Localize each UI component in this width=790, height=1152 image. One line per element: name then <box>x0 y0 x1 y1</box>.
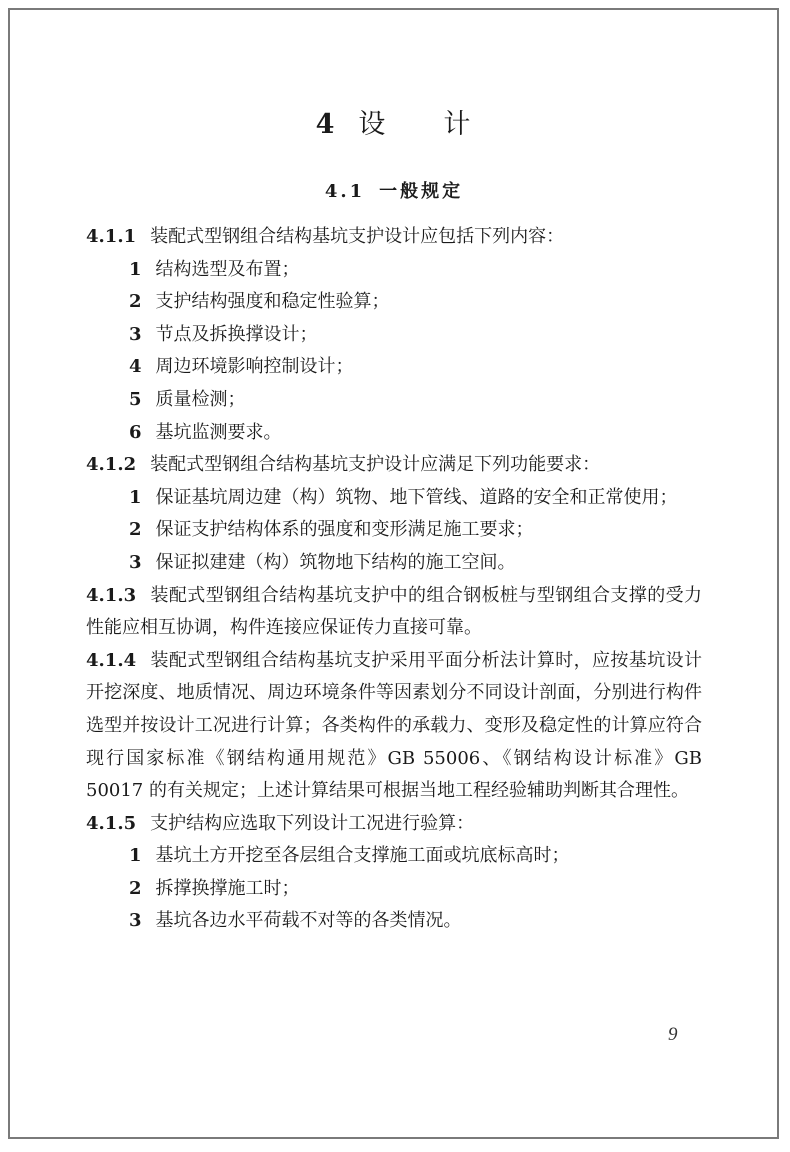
list-item <box>86 840 702 873</box>
item-text: 基坑各边水平荷载不对等的各类情况。 <box>155 910 462 932</box>
item-number: 1 <box>129 845 142 867</box>
item-number: 2 <box>129 519 142 541</box>
clause-4-1-2 <box>86 449 702 482</box>
document-page <box>86 100 702 938</box>
clause-number: 4.1.1 <box>86 226 137 247</box>
item-number: 1 <box>129 486 142 508</box>
item-text: 支护结构强度和稳定性验算； <box>155 291 390 313</box>
item-number: 3 <box>129 551 142 573</box>
list-item <box>86 547 702 580</box>
item-text: 基坑土方开挖至各层组合支撑施工面或坑底标高时； <box>155 845 570 867</box>
item-text: 保证拟建建（构）筑物地下结构的施工空间。 <box>155 551 516 573</box>
item-text: 基坑监测要求。 <box>155 421 282 443</box>
clause-number: 4.1.4 <box>86 649 137 671</box>
clause-4-1-3 <box>86 580 702 645</box>
item-text: 保证基坑周边建（构）筑物、地下管线、道路的安全和正常使用； <box>155 486 678 508</box>
list-item <box>86 384 702 417</box>
list-item <box>86 482 702 515</box>
chapter-title-char-1: 设 <box>358 109 388 140</box>
page-number: 9 <box>668 1024 678 1045</box>
list-item <box>86 417 702 450</box>
item-number: 6 <box>129 421 142 443</box>
item-text: 保证支护结构体系的强度和变形满足施工要求； <box>155 519 534 541</box>
item-number: 3 <box>129 910 142 932</box>
clause-number: 4.1.2 <box>86 454 137 476</box>
chapter-title-char-2: 计 <box>443 109 473 140</box>
clause-4-1-4 <box>86 645 702 808</box>
list-item <box>86 873 702 906</box>
clause-text: 装配式型钢组合结构基坑支护中的组合钢板桩与型钢组合支撑的受力性能应相互协调，构件连接应保证传力直接可靠。 <box>86 584 702 639</box>
list-item <box>86 286 702 319</box>
clause-text: 装配式型钢组合结构基坑支护设计应包括下列内容： <box>150 226 565 247</box>
chapter-heading <box>86 100 702 150</box>
clause-number: 4.1.3 <box>86 584 137 606</box>
clause-text: 装配式型钢组合结构基坑支护采用平面分析法计算时，应按基坑设计开挖深度、地质情况、周边环境条件等因素划分不同设计剖面，分别进行构件选型并按设计工况进行计算；各类构件的承载力、变形及稳定性的计算应符合现行国家标准《钢结构通用规范》GB 55006、《钢结构设计标准》GB 50017 的有关规定；上述计算结果可根据当地工程经验辅助判断其合理性。 <box>86 649 702 802</box>
item-text: 节点及拆换撑设计； <box>155 323 318 345</box>
list-item <box>86 514 702 547</box>
item-text: 周边环境影响控制设计； <box>155 356 354 378</box>
item-text: 结构选型及布置； <box>155 258 300 280</box>
list-item <box>86 319 702 352</box>
clause-4-1-5 <box>86 808 702 841</box>
list-item <box>86 254 702 287</box>
item-number: 2 <box>129 291 142 313</box>
item-number: 3 <box>129 323 142 345</box>
clause-text: 装配式型钢组合结构基坑支护设计应满足下列功能要求： <box>150 454 601 476</box>
item-number: 5 <box>129 388 142 410</box>
item-number: 2 <box>129 877 142 899</box>
item-text: 质量检测； <box>155 388 246 410</box>
clause-4-1-1 <box>86 221 702 254</box>
item-number: 4 <box>129 356 142 378</box>
section-heading <box>86 176 702 208</box>
item-text: 拆撑换撑施工时； <box>155 877 300 899</box>
list-item <box>86 905 702 938</box>
section-title: 一般规定 <box>379 181 464 202</box>
list-item <box>86 351 702 384</box>
section-number: 4.1 <box>324 181 366 202</box>
document-body <box>86 221 702 938</box>
clause-number: 4.1.5 <box>86 812 137 834</box>
chapter-number: 4 <box>315 109 337 140</box>
item-number: 1 <box>129 258 142 280</box>
clause-text: 支护结构应选取下列设计工况进行验算： <box>150 812 475 834</box>
